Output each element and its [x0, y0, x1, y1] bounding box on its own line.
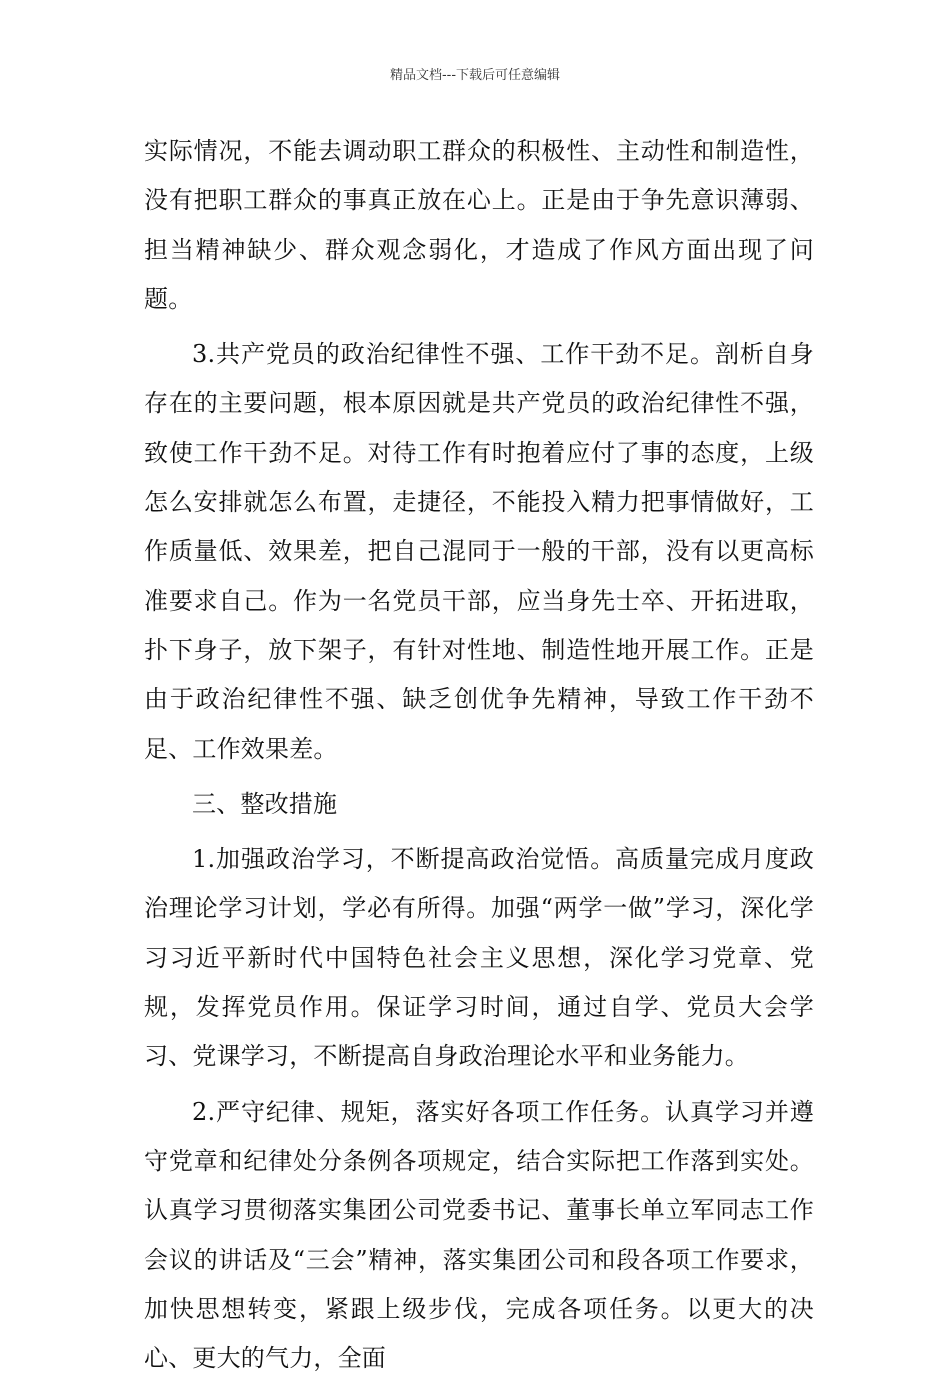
page-header: 精品文档---下载后可任意编辑 [389, 68, 561, 83]
paragraph-continued: 实际情况，不能去调动职工群众的积极性、主动性和制造性，没有把职工群众的事真正放在心上。正是由于争先意识薄弱、担当精神缺少、群众观念弱化，才造成了作风方面出现了问题。 [144, 137, 814, 313]
paragraph-measure-2: 2.严守纪律、规矩，落实好各项工作任务。认真学习并遵守党章和纪律处分条例各项规定，结合实际把工作落到实处。认真学习贯彻落实集团公司党委书记、董事长单立军同志工作会议的讲话及“三会”精神，落实集团公司和段各项工作要求，加快思想转变，紧跟上级步伐，完成各项任务。以更大的决心、更大的气力，全面 [144, 1097, 814, 1373]
paragraph-measure-1: 1.加强政治学习，不断提高政治觉悟。高质量完成月度政治理论学习计划，学必有所得。加强“两学一做”学习，深化学习习近平新时代中国特色社会主义思想，深化学习党章、党规，发挥党员作用。保证学习时间，通过自学、党员大会学习、党课学习，不断提高自身政治理论水平和业务能力。 [144, 845, 814, 1071]
paragraph-item-3: 3.共产党员的政治纪律性不强、工作干劲不足。剖析自身存在的主要问题，根本原因就是共产党员的政治纪律性不强，致使工作干劲不足。对待工作有时抱着应付了事的态度，上级怎么安排就怎么布置，走捷径，不能投入精力把事情做好，工作质量低、效果差，把自己混同于一般的干部，没有以更高标准要求自己。作为一名党员干部，应当身先士卒、开拓进取，扑下身子，放下架子，有针对性地、制造性地开展工作。正是由于政治纪律性不强、缺乏创优争先精神，导致工作干劲不足、工作效果差。 [144, 340, 814, 763]
document-body [144, 127, 814, 1389]
section-heading: 三、整改措施 [192, 789, 338, 818]
